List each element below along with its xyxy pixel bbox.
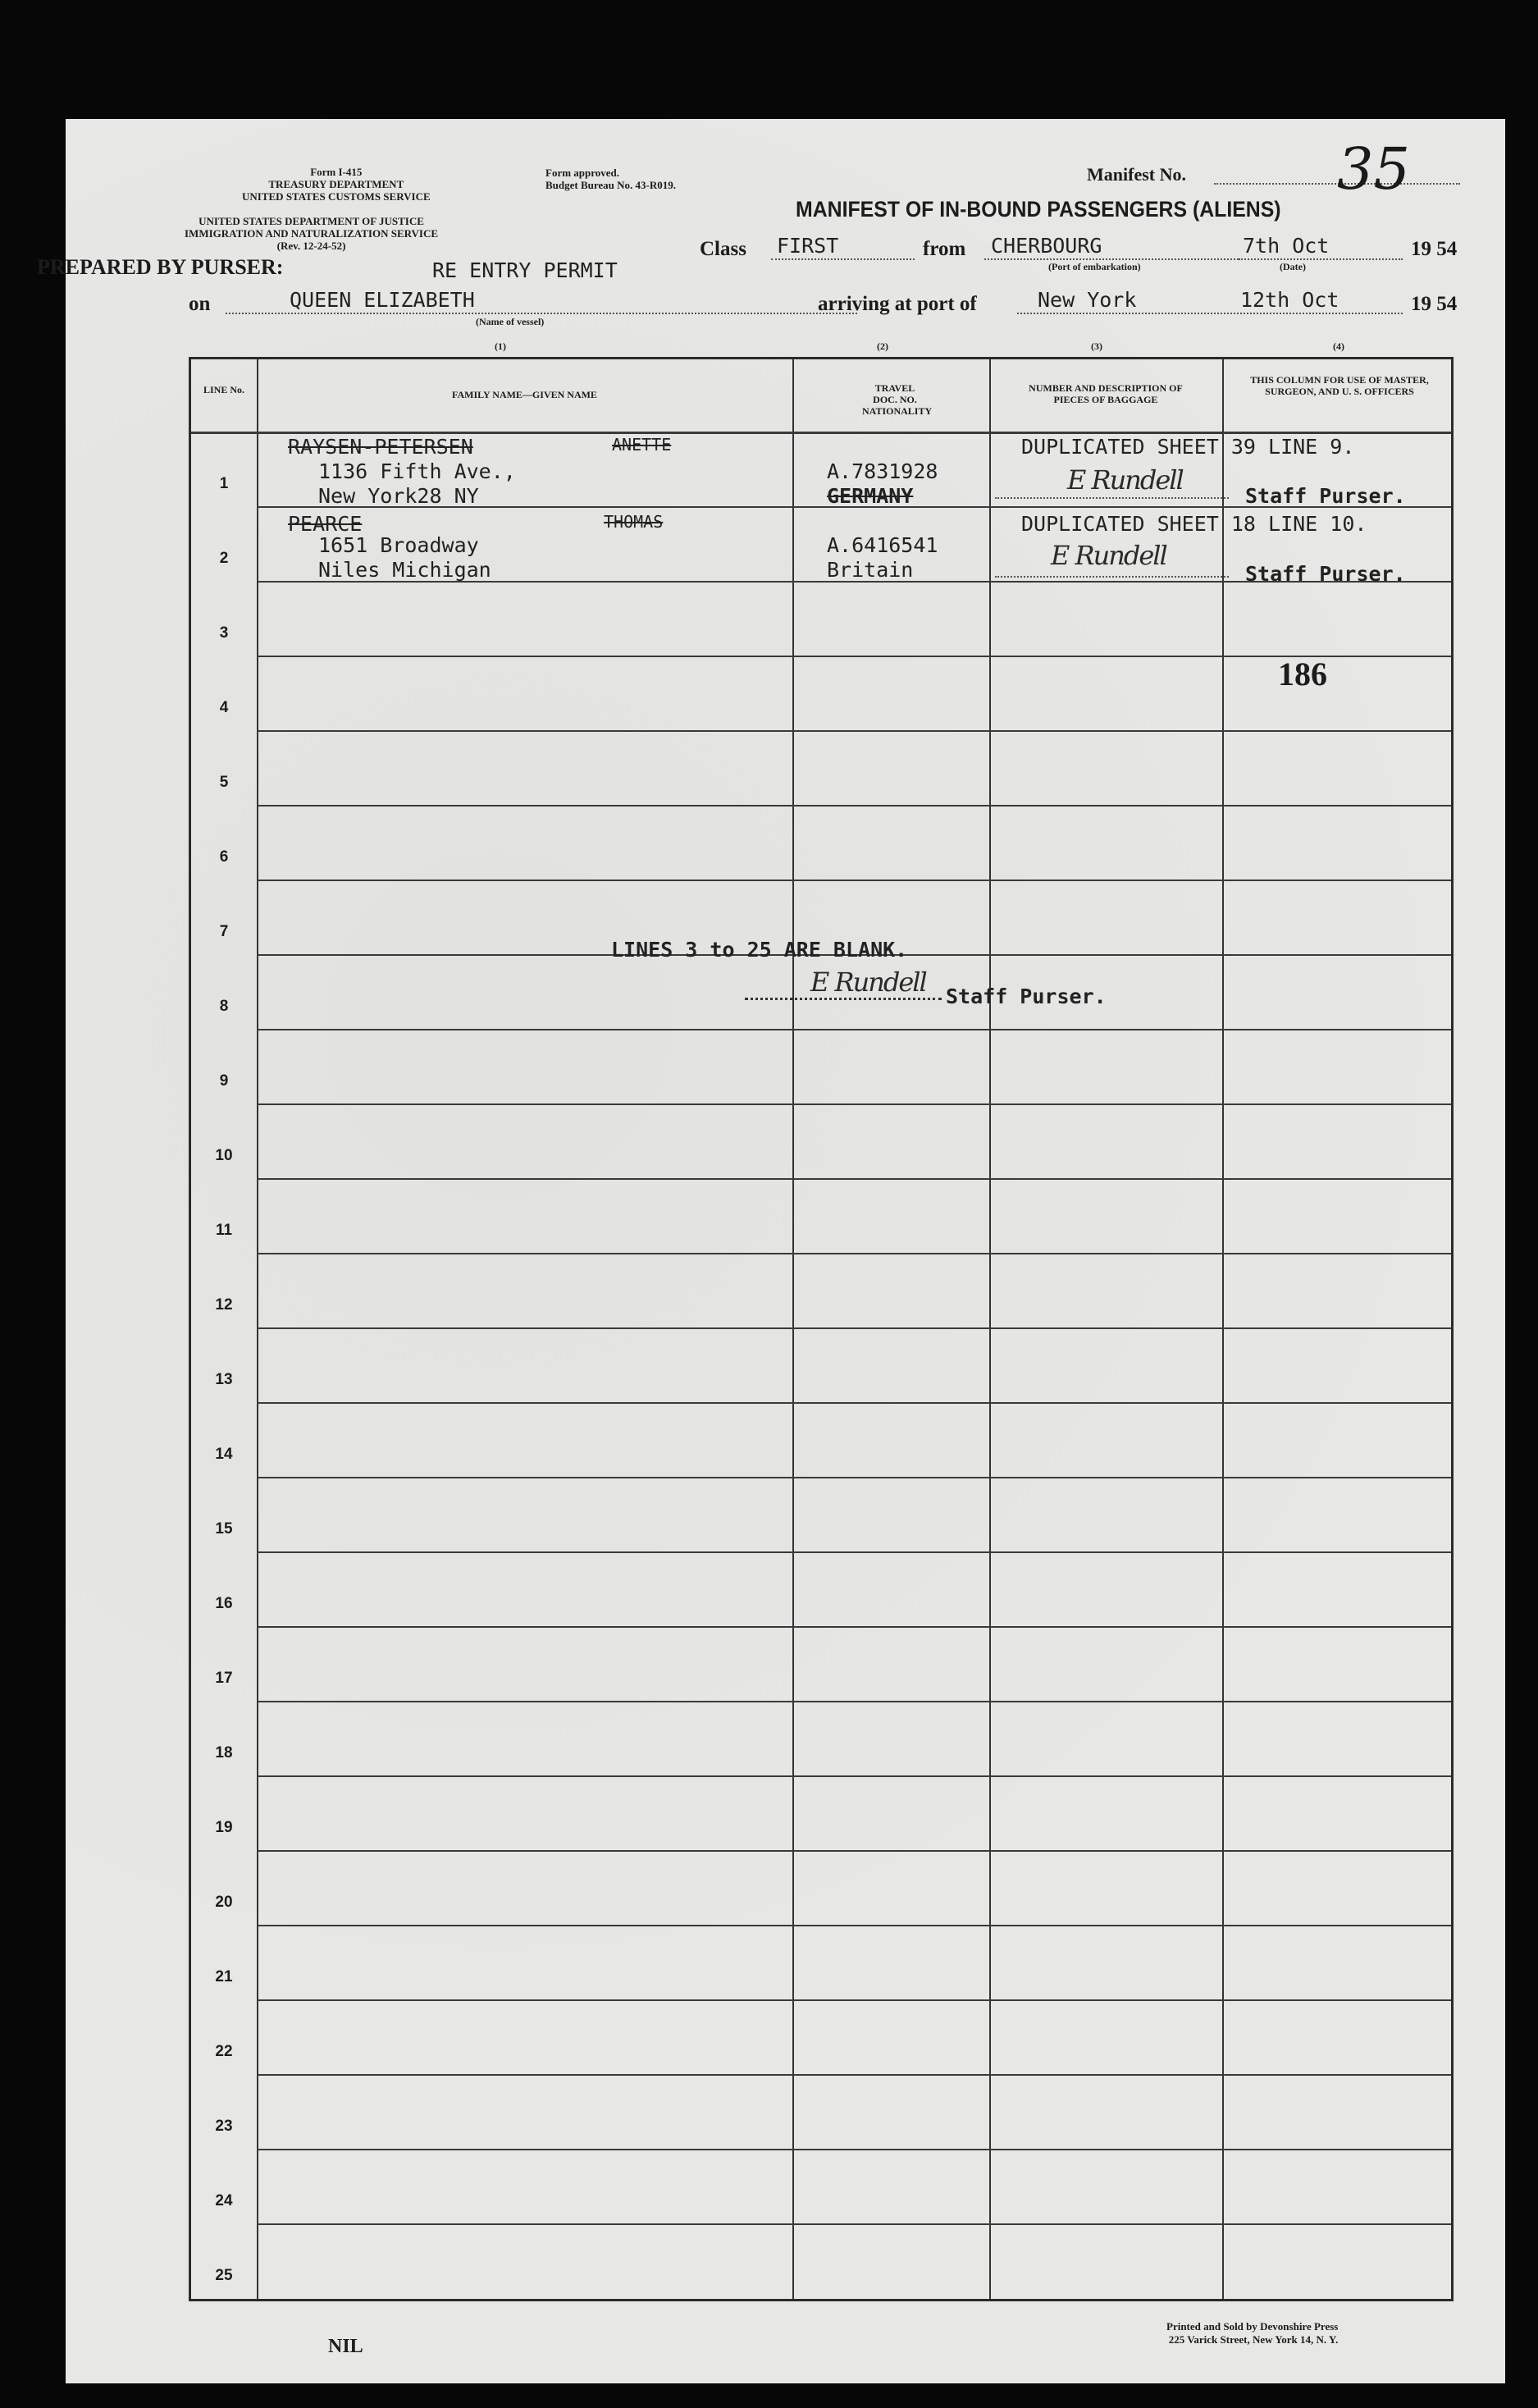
vessel-name: QUEEN ELIZABETH <box>290 288 475 312</box>
on-label: on <box>189 293 211 315</box>
budget-bureau: Budget Bureau No. 43-R019. <box>545 179 677 191</box>
nil-mark: NIL <box>328 2336 363 2357</box>
col-head-line-no: LINE No. <box>203 384 245 395</box>
line-number: 1 <box>219 475 229 492</box>
row-rule <box>257 2223 1451 2225</box>
printer-line-2: 225 Varick Street, New York 14, N. Y. <box>1168 2333 1339 2346</box>
row-rule <box>257 1850 1451 1852</box>
col-head-travel-doc: TRAVEL DOC. NO. NATIONALITY <box>862 382 933 417</box>
blank-sign-line <box>745 998 942 1000</box>
row-2-given: THOMAS <box>604 512 664 532</box>
col-head-name: FAMILY NAME—GIVEN NAME <box>452 389 597 400</box>
line-number: 24 <box>215 2192 233 2209</box>
row-1-doc-no: A.7831928 <box>827 459 938 483</box>
line-number: 2 <box>219 550 229 567</box>
printer-line-1: Printed and Sold by Devonshire Press <box>1166 2320 1339 2333</box>
row-2-sign-role: Staff Purser. <box>1245 562 1406 586</box>
line-number: 16 <box>215 1595 233 1612</box>
class-value: FIRST <box>777 234 839 258</box>
class-label: Class <box>700 238 746 260</box>
arrival-date: 12th Oct <box>1240 288 1339 312</box>
header-rule <box>191 432 1451 434</box>
stamp-number: 186 <box>1278 656 1327 692</box>
row-2-doc-no: A.6416541 <box>827 533 938 557</box>
depart-date: 7th Oct <box>1243 234 1330 258</box>
row-1-family: RAYSEN-PETERSEN <box>288 435 473 459</box>
row-2-baggage-note: DUPLICATED SHEET 18 LINE 10. <box>1021 512 1367 536</box>
port-embark-caption: (Port of embarkation) <box>1048 261 1141 272</box>
form-id-block <box>242 166 431 203</box>
line-number: 10 <box>215 1147 233 1164</box>
row-rule <box>257 1626 1451 1628</box>
line-number: 14 <box>215 1446 233 1463</box>
row-1-baggage-note: DUPLICATED SHEET 39 LINE 9. <box>1021 435 1355 459</box>
revision-date: (Rev. 12-24-52) <box>276 240 346 252</box>
col-divider <box>792 359 794 2299</box>
row-1-address-1: 1136 Fifth Ave., <box>318 459 516 483</box>
row-1-address-2: New York28 NY <box>318 484 479 508</box>
row-rule <box>257 1029 1451 1030</box>
row-rule <box>257 880 1451 881</box>
from-value: CHERBOURG <box>991 234 1102 258</box>
manifest-no-label: Manifest No. <box>1087 164 1186 185</box>
form-approved: Form approved. <box>545 167 620 179</box>
row-rule <box>257 1178 1451 1180</box>
line-number: 4 <box>219 699 229 716</box>
line-number: 19 <box>215 1819 233 1836</box>
page-title: MANIFEST OF IN-BOUND PASSENGERS (ALIENS) <box>796 197 1281 222</box>
treasury-dept: TREASURY DEPARTMENT <box>268 178 404 190</box>
re-entry-permit: RE ENTRY PERMIT <box>432 258 618 282</box>
arrival-port: New York <box>1038 288 1137 312</box>
row-rule <box>257 1402 1451 1404</box>
col-divider <box>1222 359 1224 2299</box>
form-number: Form I-415 <box>310 166 363 178</box>
vessel-caption: (Name of vessel) <box>476 316 545 327</box>
line-number: 9 <box>219 1072 229 1090</box>
from-label: from <box>923 238 966 260</box>
arrival-line <box>1017 313 1403 314</box>
line-number: 5 <box>219 774 229 791</box>
row-rule <box>257 1551 1451 1553</box>
year-1: 19 54 <box>1411 238 1458 260</box>
row-rule <box>257 1253 1451 1254</box>
blank-lines-note: LINES 3 to 25 ARE BLANK. <box>611 938 908 962</box>
col-number-4: (4) <box>1333 340 1344 352</box>
row-rule <box>257 1477 1451 1478</box>
line-number: 11 <box>215 1222 233 1239</box>
row-1-signature: E Rundell <box>1067 464 1183 496</box>
blank-lines-signature: E Rundell <box>810 966 926 998</box>
passenger-table <box>189 357 1454 2301</box>
prepared-by-purser: PREPARED BY PURSER: <box>37 255 284 279</box>
row-2-nationality: Britain <box>827 558 914 582</box>
row-rule <box>257 2149 1451 2150</box>
line-number: 17 <box>215 1670 233 1687</box>
row-2-sign-line <box>995 576 1229 578</box>
line-number: 25 <box>215 2267 233 2284</box>
year-2: 19 54 <box>1411 293 1458 315</box>
row-2-address-2: Niles Michigan <box>318 558 491 582</box>
arriving-label: arriving at port of <box>818 293 977 315</box>
from-line <box>984 258 1239 260</box>
col-divider <box>257 359 258 2299</box>
row-1-given: ANETTE <box>612 435 672 455</box>
row-rule <box>257 656 1451 657</box>
printer-imprint <box>1166 2320 1338 2346</box>
row-1-sign-line <box>995 497 1229 499</box>
col-number-1: (1) <box>495 340 506 352</box>
row-rule <box>257 1103 1451 1105</box>
col-number-3: (3) <box>1091 340 1102 352</box>
row-2-signature: E Rundell <box>1051 540 1166 571</box>
line-number: 21 <box>215 1968 233 1985</box>
row-rule <box>257 2074 1451 2076</box>
row-2-address-1: 1651 Broadway <box>318 533 479 557</box>
vessel-line <box>226 313 857 314</box>
line-number: 20 <box>215 1894 233 1911</box>
col-head-baggage: NUMBER AND DESCRIPTION OF PIECES OF BAGGAGE <box>1029 382 1183 405</box>
line-number: 6 <box>219 848 229 866</box>
line-number: 22 <box>215 2043 233 2060</box>
col-divider <box>989 359 991 2299</box>
line-number: 23 <box>215 2118 233 2135</box>
customs-service: UNITED STATES CUSTOMS SERVICE <box>242 190 431 203</box>
row-1-sign-role: Staff Purser. <box>1245 484 1406 508</box>
ins-service: IMMIGRATION AND NATURALIZATION SERVICE <box>185 227 439 240</box>
manifest-no-value: 35 <box>1337 135 1411 203</box>
line-number: 12 <box>215 1296 233 1314</box>
line-number: 3 <box>219 624 229 642</box>
col-head-officers: THIS COLUMN FOR USE OF MASTER, SURGEON, AND U. S. OFFICERS <box>1250 374 1429 397</box>
line-number: 7 <box>219 923 229 940</box>
line-number: 18 <box>215 1744 233 1761</box>
row-2-family: PEARCE <box>288 512 363 536</box>
blank-sign-role: Staff Purser. <box>946 985 1107 1008</box>
approval-block <box>545 167 676 191</box>
row-rule <box>257 1701 1451 1702</box>
justice-dept-block <box>185 215 438 252</box>
row-rule <box>257 1925 1451 1926</box>
row-rule <box>257 1999 1451 2001</box>
depart-date-line <box>1239 258 1403 260</box>
class-line <box>771 258 915 260</box>
date-caption: (Date) <box>1280 261 1306 272</box>
line-number: 13 <box>215 1371 233 1388</box>
row-rule <box>257 805 1451 806</box>
justice-dept: UNITED STATES DEPARTMENT OF JUSTICE <box>199 215 424 227</box>
col-number-2: (2) <box>877 340 888 352</box>
row-1-nationality: GERMANY <box>827 484 914 508</box>
row-rule <box>257 730 1451 732</box>
line-number: 8 <box>219 998 229 1015</box>
row-rule <box>257 1327 1451 1329</box>
row-rule <box>257 1775 1451 1777</box>
line-number: 15 <box>215 1520 233 1538</box>
